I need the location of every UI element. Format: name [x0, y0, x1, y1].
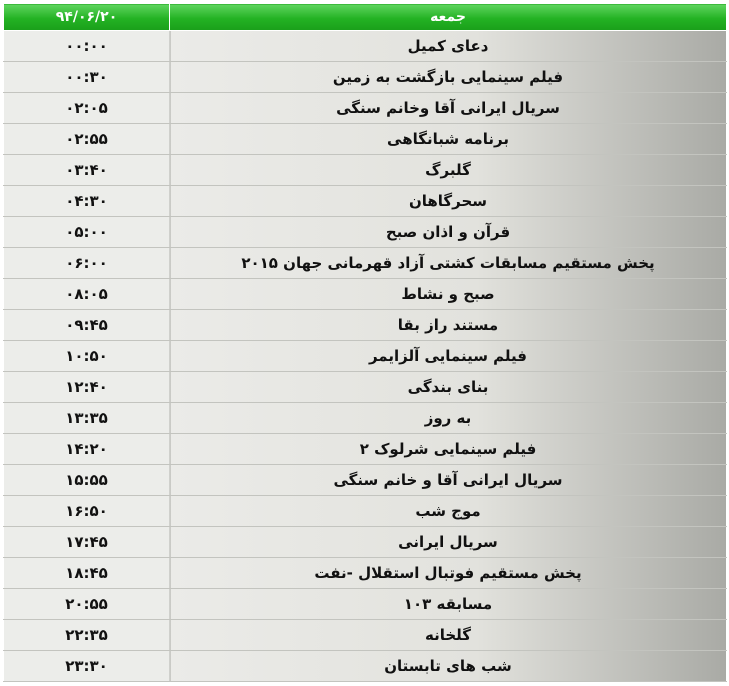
- schedule-body: [4, 31, 727, 682]
- header-date: ۹۴/۰۶/۲۰: [4, 4, 170, 31]
- time-cell: ۰۶:۰۰: [4, 248, 170, 279]
- time-cell: ۰۴:۳۰: [4, 186, 170, 217]
- time-cell: ۰۰:۰۰: [4, 31, 170, 62]
- time-cell: ۰۲:۰۵: [4, 93, 170, 124]
- time-cell: ۲۲:۳۵: [4, 620, 170, 651]
- program-cell: دعای کمیل: [170, 31, 727, 62]
- program-cell: فیلم سینمایی آلزایمر: [170, 341, 727, 372]
- table-row: [4, 589, 727, 620]
- program-cell: مسابقه ۱۰۳: [170, 589, 727, 620]
- table-row: [4, 310, 727, 341]
- time-cell: ۰۲:۵۵: [4, 124, 170, 155]
- program-cell: سریال ایرانی: [170, 527, 727, 558]
- program-cell: بنای بندگی: [170, 372, 727, 403]
- program-cell: به روز: [170, 403, 727, 434]
- table-row: [4, 279, 727, 310]
- table-row: [4, 558, 727, 589]
- table-row: [4, 403, 727, 434]
- program-cell: فیلم سینمایی بازگشت به زمین: [170, 62, 727, 93]
- schedule-grid: [3, 3, 727, 682]
- table-row: [4, 496, 727, 527]
- table-row: [4, 248, 727, 279]
- table-row: [4, 651, 727, 682]
- time-cell: ۱۷:۴۵: [4, 527, 170, 558]
- program-cell: گلخانه: [170, 620, 727, 651]
- time-cell: ۲۳:۳۰: [4, 651, 170, 682]
- program-cell: برنامه شبانگاهی: [170, 124, 727, 155]
- time-cell: ۰۸:۰۵: [4, 279, 170, 310]
- table-row: [4, 341, 727, 372]
- time-cell: ۱۴:۲۰: [4, 434, 170, 465]
- time-cell: ۰۳:۴۰: [4, 155, 170, 186]
- table-row: [4, 527, 727, 558]
- time-cell: ۱۳:۳۵: [4, 403, 170, 434]
- program-cell: قرآن و اذان صبح: [170, 217, 727, 248]
- time-cell: ۱۵:۵۵: [4, 465, 170, 496]
- table-row: [4, 217, 727, 248]
- program-cell: شب های تابستان: [170, 651, 727, 682]
- time-cell: ۰۵:۰۰: [4, 217, 170, 248]
- time-cell: ۰۰:۳۰: [4, 62, 170, 93]
- table-row: [4, 434, 727, 465]
- time-cell: ۲۰:۵۵: [4, 589, 170, 620]
- program-cell: گلبرگ: [170, 155, 727, 186]
- program-cell: فیلم سینمایی شرلوک ۲: [170, 434, 727, 465]
- table-row: [4, 186, 727, 217]
- table-row: [4, 62, 727, 93]
- time-cell: ۱۸:۴۵: [4, 558, 170, 589]
- program-cell: سریال ایرانی آقا وخانم سنگی: [170, 93, 727, 124]
- program-cell: پخش مستقیم مسابقات کشتی آزاد قهرمانی جهان ۲۰۱۵: [170, 248, 727, 279]
- table-row: [4, 93, 727, 124]
- time-cell: ۱۲:۴۰: [4, 372, 170, 403]
- header-row: [4, 4, 727, 31]
- program-cell: سریال ایرانی آقا و خانم سنگی: [170, 465, 727, 496]
- program-cell: موج شب: [170, 496, 727, 527]
- header-day: جمعه: [170, 4, 727, 31]
- program-cell: سحرگاهان: [170, 186, 727, 217]
- program-cell: پخش مستقیم فوتبال استقلال -نفت: [170, 558, 727, 589]
- table-row: [4, 465, 727, 496]
- table-row: [4, 155, 727, 186]
- table-row: [4, 31, 727, 62]
- table-row: [4, 372, 727, 403]
- program-cell: صبح و نشاط: [170, 279, 727, 310]
- time-cell: ۰۹:۴۵: [4, 310, 170, 341]
- time-cell: ۱۶:۵۰: [4, 496, 170, 527]
- tv-schedule-table: [3, 3, 726, 683]
- time-cell: ۱۰:۵۰: [4, 341, 170, 372]
- program-cell: مستند راز بقا: [170, 310, 727, 341]
- table-row: [4, 124, 727, 155]
- table-row: [4, 620, 727, 651]
